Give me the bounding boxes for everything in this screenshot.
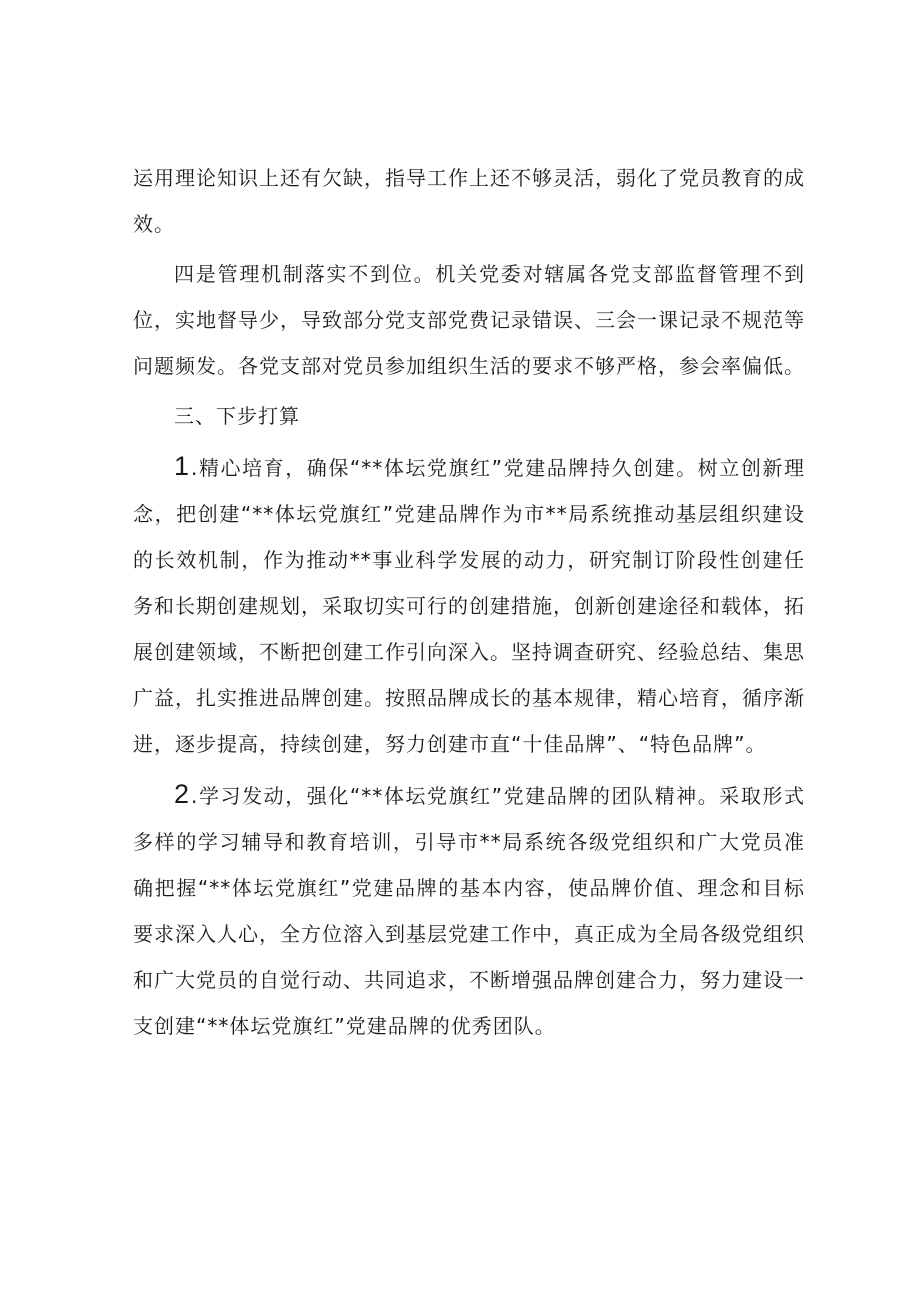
list-item-number: 1 [174,451,190,481]
list-item-2 [133,771,805,1049]
list-item-text: .学习发动，强化“**体坛党旗红”党建品牌的团队精神。采取形式多样的学习辅导和教育培训，引导市**局系统各级党组织和广大党员准确把握“**体坛党旗红”党建品牌的基本内容，使品牌价值、理念和目标要求深入人心，全方位溶入到基层党建工作中，真正成为全局各级党组织和广大党员的自觉行动、共同追求，不断增强品牌创建合力，努力建设一支创建“**体坛党旗红”党建品牌的优秀团队。 [133,784,805,1038]
continued-paragraph: 运用理论知识上还有欠缺，指导工作上还不够灵活，弱化了党员教育的成效。 [133,166,805,236]
document-body [133,160,805,1049]
list-item-1 [133,443,805,767]
list-item-text: .精心培育，确保“**体坛党旗红”党建品牌持久创建。树立创新理念，把创建“**体坛党旗红”党建品牌作为市**局系统推动基层组织建设的长效机制，作为推动**事业科学发展的动力，研究制订阶段性创建任务和长期创建规划，采取切实可行的创建措施，创新创建途径和载体，拓展创建领域，不断把创建工作引向深入。坚持调查研究、经验总结、集思广益，扎实推进品牌创建。按照品牌成长的基本规律，精心培育，循序渐进，逐步提高，持续创建，努力创建市直“十佳品牌”、“特色品牌”。 [133,456,805,756]
section-heading-next-steps: 三、下步打算 [174,404,300,428]
paragraph-management-mechanism: 四是管理机制落实不到位。机关党委对辖属各党支部监督管理不到位，实地督导少，导致部分党支部党费记录错误、三会一课记录不规范等问题频发。各党支部对党员参加组织生活的要求不够严格，参会率偏低。 [133,262,805,378]
list-item-number: 2 [174,779,190,809]
